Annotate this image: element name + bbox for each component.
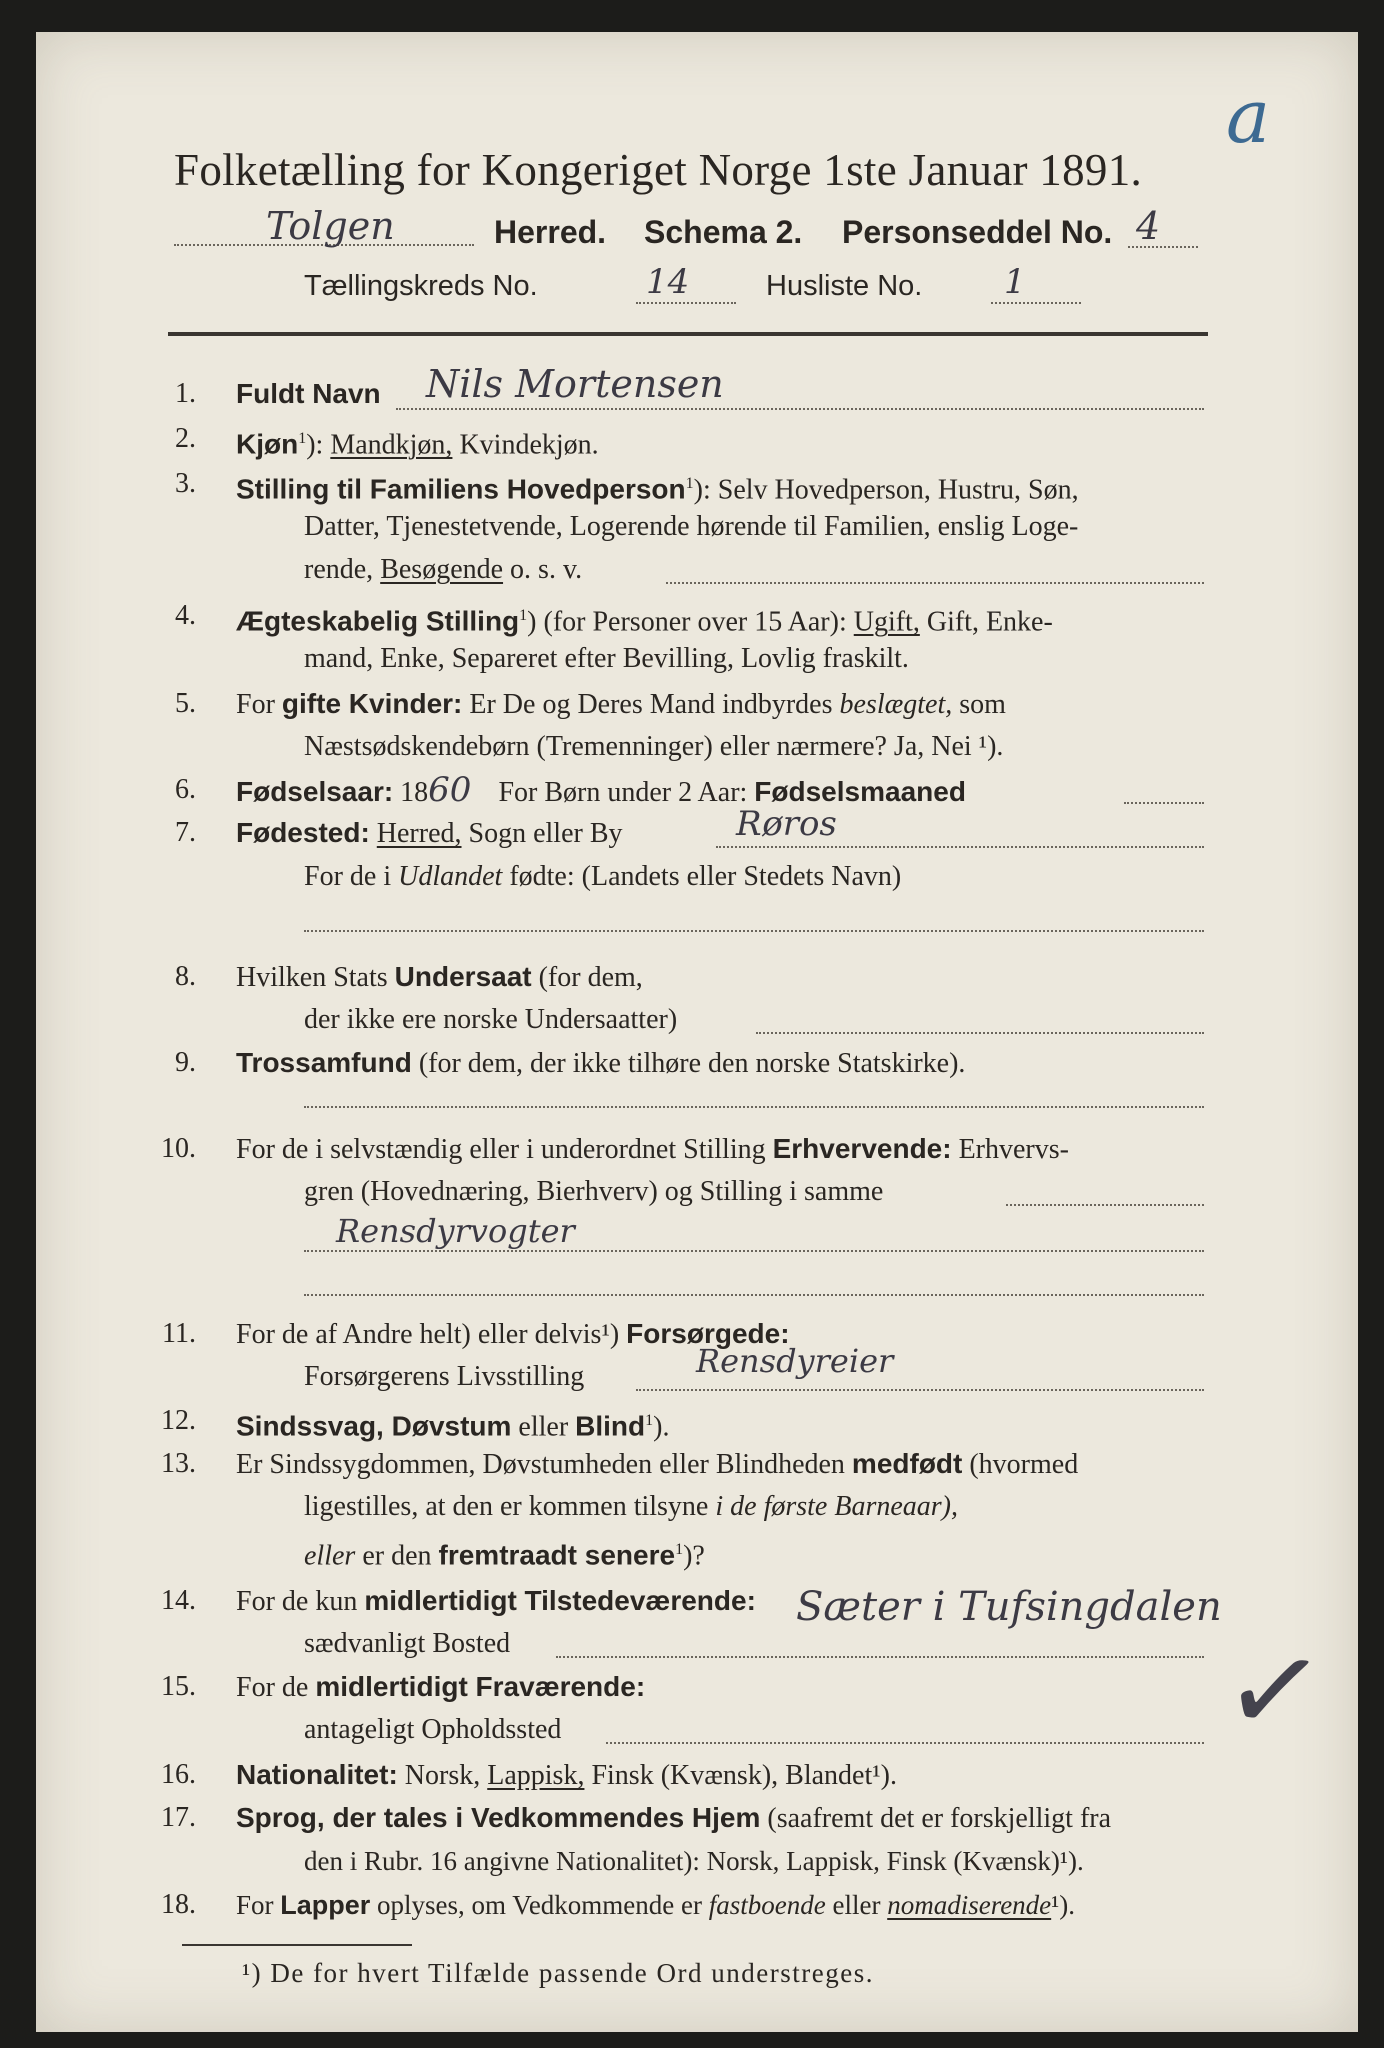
q5-line1: For gifte Kvinder: Er De og Deres Mand indbyrdes beslægtet, som <box>236 688 1006 720</box>
q10-line1: For de i selvstændig eller i underordnet Stilling Erhvervende: Erhvervs- <box>236 1133 1069 1165</box>
q14-value: Sæter i Tufsingdalen <box>796 1584 1222 1630</box>
footnote: ¹) De for hvert Tilfælde passende Ord understreges. <box>242 1958 874 1988</box>
schema-label: Schema 2. <box>644 214 803 250</box>
q8-line2: der ikke ere norske Undersaatter) <box>304 1004 678 1035</box>
census-form-page: a Folketælling for Kongeriget Norge 1ste Januar 1891. Tolgen Herred. Schema 2. Personseddel No. 4 Tællingskreds No. 14 Husliste No. 1 1. Fuldt Navn Nils Mortensen 2. Kjøn$^1$): Mandkjøn, Kvindekjøn. 3. Stilling til Familiens Hovedperson$^1$): Selv Hovedperson, Hustru, Søn, Datter, Tjenestetvende, Logerende hørende til Familien, enslig Loge- rende, Besøgende o. s. v. 4. Ægteskabelig Stilling$^1$) (for Personer over 15 Aar): Ugift, Gift, Enke- mand, Enke, Separeret efter Bevilling, Lovlig fraskilt. 5. For gifte Kvinder: Er De og Deres Mand indbyrdes beslægtet, som Næstsødskendebørn (Tremenninger) eller nærmere? Ja, Nei ¹). 6. Fødselsaar: 1860 For Børn under 2 Aar: Fødselsmaaned 7. Fødested: Herred, Sogn eller By Røros For de i Udlandet fødte: (Landets eller Stedets Navn) 8. Hvilken Stats Undersaat (for dem, der ikke ere norske Undersaatter) 9. Trossamfund (for dem, der ikke tilhøre den norske Statskirke). 10. For de i selvstændig eller i underordnet Stilling Erhvervende: Erhvervs- gren (Hovednæring, Bierhverv) og Stilling i samme Rensdyrvogter 11. For de af Andre helt) eller delvis¹) Forsørgede: Forsørgerens Livsstilling Rensdyreier 12. Sindssvag, Døvstum eller Blind$^1$). 13. Er Sindssygdommen, Døvstumheden eller Blindheden medfødt (hvormed ligestilles, at den er kommen tilsyne i de første Barneaar), eller er den fremtraadt senere$^1$)? 14. For de kun midlertidigt Tilstedeværende: sædvanligt Bosted Sæter i Tufsingdalen 15. For de midlertidigt Fraværende: antageligt Opholdssted ✓ 16. Nationalitet: Norsk, Lappisk, Finsk (Kvænsk), Blandet¹). 17. Sprog, der tales i Vedkommendes Hjem (saafremt det er forskjelligt fra den i Rubr. 16 angivne Nationalitet): Norsk, Lappisk, Finsk (Kvænsk)¹). 18. For Lapper oplyses, om Vedkommende er fastboende eller nomadiserende¹). ¹) De for hvert Tilfælde passende Ord understreges. <box>36 32 1358 2032</box>
q7-value: Røros <box>736 804 837 844</box>
q1-label: Fuldt Navn <box>236 378 381 409</box>
q7-line2: For de i Udlandet fødte: (Landets eller Stedets Navn) <box>304 861 902 892</box>
personseddel-label: Personseddel No. <box>842 214 1113 250</box>
q4-line2: mand, Enke, Separeret efter Bevilling, Lovlig fraskilt. <box>304 643 909 674</box>
q17-line1: Sprog, der tales i Vedkommendes Hjem (saafremt det er forskjelligt fra <box>236 1802 1112 1834</box>
q14-line2: sædvanligt Bosted <box>304 1628 511 1659</box>
header-rule <box>168 332 1208 336</box>
q4-line1: Ægteskabelig Stilling$^1$) (for Personer over 15 Aar): Ugift, Gift, Enke- <box>236 605 1053 638</box>
q8-line1: Hvilken Stats Undersaat (for dem, <box>236 961 643 993</box>
husliste-value: 1 <box>1004 262 1026 302</box>
q14-line1: For de kun midlertidigt Tilstedeværende: <box>236 1585 756 1617</box>
q9-line: Trossamfund (for dem, der ikke tilhøre den norske Statskirke). <box>236 1047 966 1079</box>
corner-mark: a <box>1226 74 1271 160</box>
q1-value: Nils Mortensen <box>426 362 724 406</box>
q6-year-value: 60 <box>428 770 472 810</box>
q11-line2: Forsørgerens Livsstilling <box>304 1361 585 1392</box>
q15-line2: antageligt Opholdssted <box>304 1714 562 1745</box>
herred-label: Herred. <box>494 214 607 250</box>
husliste-label: Husliste No. <box>766 270 923 302</box>
q17-line2: den i Rubr. 16 angivne Nationalitet): Norsk, Lappisk, Finsk (Kvænsk)¹). <box>304 1846 1084 1876</box>
q18-line: For Lapper oplyses, om Vedkommende er fastboende eller nomadiserende¹). <box>236 1890 1076 1920</box>
q2-line: Kjøn$^1$): Mandkjøn, Kvindekjøn. <box>236 428 599 461</box>
q3-line1: Stilling til Familiens Hovedperson$^1$): Selv Hovedperson, Hustru, Søn, <box>236 473 1079 506</box>
q13-line2: ligestilles, at den er kommen tilsyne i de første Barneaar), <box>304 1491 958 1522</box>
q3-line3: rende, Besøgende o. s. v. <box>304 554 583 585</box>
q11-line1: For de af Andre helt) eller delvis¹) Forsørgede: <box>236 1318 790 1350</box>
personseddel-value: 4 <box>1136 204 1161 248</box>
q10-line2: gren (Hovednæring, Bierhverv) og Stilling i samme <box>304 1176 884 1207</box>
check-mark-icon: ✓ <box>1215 1618 1334 1765</box>
tellingskreds-label: Tællingskreds No. <box>304 270 538 302</box>
q6-line: Fødselsaar: 1860 For Børn under 2 Aar: Fødselsmaaned <box>236 770 966 810</box>
q10-value: Rensdyrvogter <box>336 1212 575 1250</box>
page-title: Folketælling for Kongeriget Norge 1ste Januar 1891. <box>174 145 1143 195</box>
herred-value: Tolgen <box>266 204 395 248</box>
q5-line2: Næstsødskendebørn (Tremenninger) eller nærmere? Ja, Nei ¹). <box>304 731 1004 762</box>
q13-line1: Er Sindssygdommen, Døvstumheden eller Blindheden medfødt (hvormed <box>236 1448 1079 1480</box>
q16-line: Nationalitet: Norsk, Lappisk, Finsk (Kvænsk), Blandet¹). <box>236 1759 897 1791</box>
q13-line3: eller er den fremtraadt senere$^1$)? <box>304 1539 705 1572</box>
q7-line1: Fødested: Herred, Sogn eller By <box>236 817 623 849</box>
tellingskreds-value: 14 <box>646 262 690 302</box>
q11-value: Rensdyreier <box>696 1342 894 1380</box>
q15-line1: For de midlertidigt Fraværende: <box>236 1671 646 1703</box>
footnote-rule <box>182 1944 412 1946</box>
q12-line: Sindssvag, Døvstum eller Blind$^1$). <box>236 1410 670 1443</box>
q2-opt-mandkjon: Mandkjøn, <box>330 429 453 461</box>
q3-line2: Datter, Tjenestetvende, Logerende hørende til Familien, enslig Loge- <box>304 511 1079 542</box>
